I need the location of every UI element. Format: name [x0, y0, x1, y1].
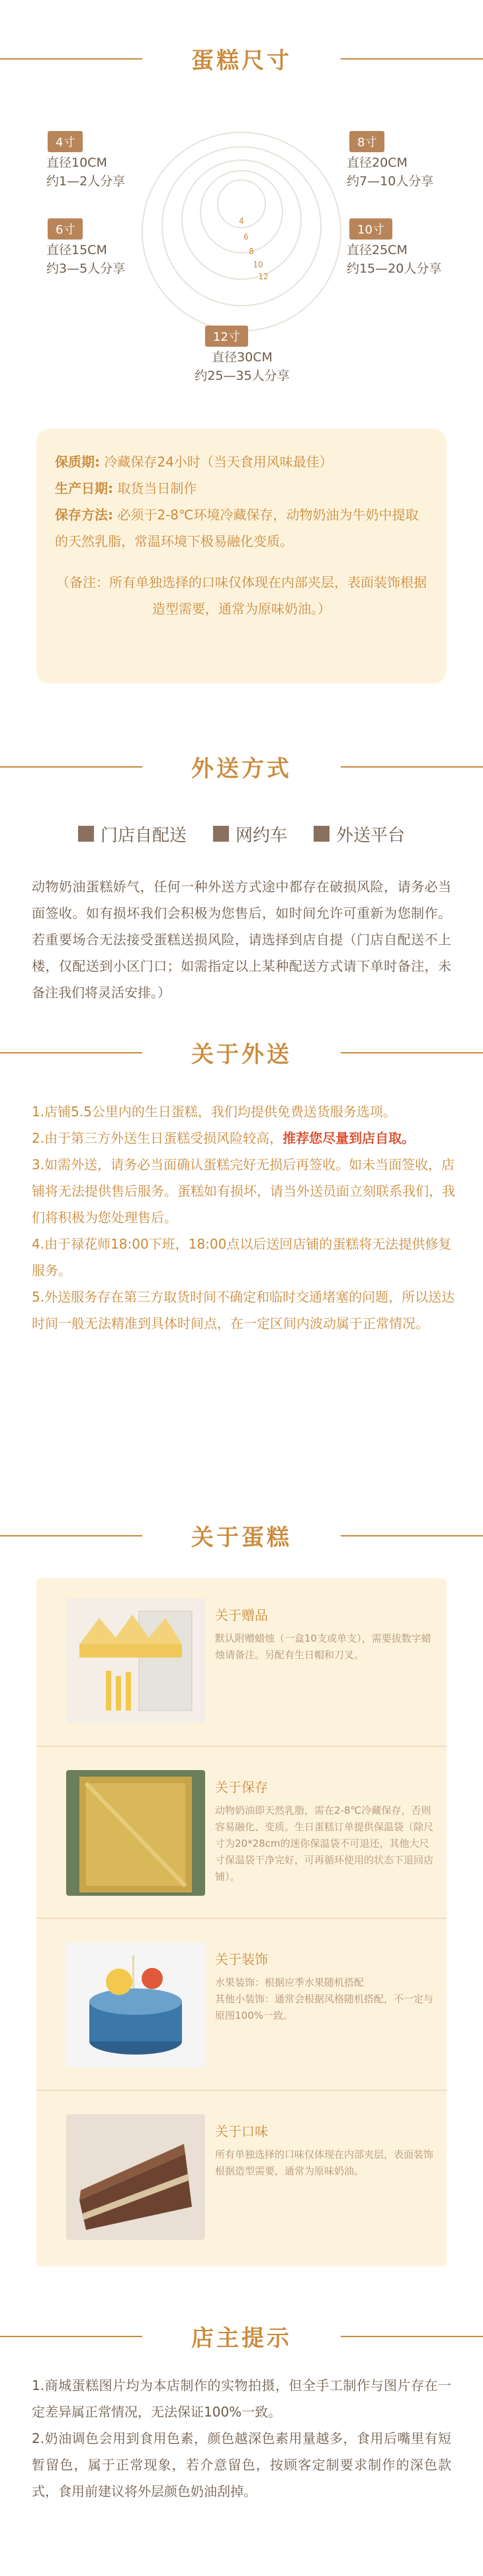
divider-left: [0, 1052, 142, 1053]
size-servings-4: 约1—2人分享: [46, 174, 126, 189]
owner-tips-title: 店主提示: [191, 2325, 292, 2352]
storage-value: 必须于2-8℃环境冷藏保存，动物奶油为牛奶中提取的天然乳脂，常温环境下极易融化变质。: [55, 507, 419, 549]
delivery-option-label: 外送平台: [336, 825, 406, 846]
owner-tip-2: 2.奶油调色会用到食用色素，颜色越深色素用量越多，食用后嘴里有短暂留色，属于正常现象，若介意留色，按顾客定制要求制作的深色款式，食用前建议将外层颜色奶油刮掉。: [32, 2430, 451, 2499]
size-section-header: [0, 38, 483, 78]
decoration-image: [66, 1942, 205, 2068]
size-section-title: 蛋糕尺寸: [191, 47, 292, 74]
size-diameter-12: 直径30CM: [212, 350, 273, 365]
ring-label-8: 8: [249, 247, 254, 256]
delivery-option-label: 门店自配送: [100, 825, 187, 846]
ring-label-4: 4: [239, 216, 244, 226]
cake-row-storage: [36, 1750, 447, 1919]
item-highlight: 推荐您尽量到店自取。: [283, 1130, 416, 1146]
delivery-section-title: 外送方式: [191, 755, 292, 782]
about-delivery-list: [32, 1098, 455, 1337]
gifts-image: [66, 1598, 205, 1724]
divider-right: [341, 766, 483, 768]
storage-text: [215, 1777, 433, 1885]
ring-6: [200, 171, 283, 253]
about-cake-box: [36, 1578, 447, 2266]
decoration-body: 水果装饰：根据应季水果随机搭配 其他小装饰：通常会根据风格随机搭配，不一定与原图100%一致。: [215, 1976, 434, 2021]
size-tag-12: 12寸: [205, 326, 248, 347]
decorated-cake-icon: [66, 1942, 205, 2068]
divider-right: [341, 2336, 483, 2337]
production-date-label: 生产日期:: [55, 480, 113, 496]
storage-row: [55, 502, 428, 555]
divider-right: [341, 1535, 483, 1536]
decoration-title: 关于装饰: [215, 1951, 268, 1967]
divider-right: [341, 1052, 483, 1053]
shelf-life-row: [55, 449, 428, 475]
about-delivery-title: 关于外送: [191, 1041, 292, 1068]
size-servings-10: 约15—20人分享: [347, 261, 442, 276]
about-delivery-item-1: [32, 1098, 455, 1125]
delivery-options: [0, 821, 483, 847]
size-info-4: [46, 154, 125, 191]
production-date-row: [55, 475, 428, 502]
about-delivery-header: [0, 1032, 483, 1072]
divider-left: [0, 2336, 142, 2337]
cake-slice-icon: [66, 2114, 205, 2240]
product-info-box: [36, 429, 447, 684]
delivery-option-label: 网约车: [235, 825, 287, 846]
flavor-title: 关于口味: [215, 2123, 268, 2139]
flavor-body: 所有单独选择的口味仅体现在内部夹层，表面装饰根据造型需要，通常为原味奶油。: [215, 2149, 434, 2177]
shelf-life-label: 保质期:: [55, 454, 100, 470]
ring-label-6: 6: [243, 232, 249, 242]
delivery-option-store: [78, 822, 187, 846]
gifts-text: [215, 1605, 433, 1664]
about-delivery-item-4: [32, 1231, 455, 1284]
about-delivery-item-5: [32, 1284, 455, 1337]
size-tag-4: 4寸: [48, 131, 83, 152]
size-servings-8: 约7—10人分享: [347, 174, 434, 189]
gifts-body: 默认附赠蜡烛（一盒10支或单支），需要拔数字蜡烛请备注。另配有生日帽和刀叉。: [215, 1632, 431, 1661]
delivery-section-header: [0, 746, 483, 786]
ring-label-10: 10: [253, 260, 263, 269]
delivery-description: 动物奶油蛋糕娇气，任何一种外送方式途中都存在破损风险，请务必当面签收。如有损坏我们会积极为您售后，如时间允许可重新为您制作。若重要场合无法接受蛋糕送损风险，请选择到店自提（门店自配送不上楼，仅配送到小区门口；如需指定以上某种配送方式请下单时备注，未备注我们将灵活安排。）: [32, 879, 451, 1000]
about-delivery-item-2: [32, 1125, 455, 1151]
delivery-option-platform: [314, 822, 405, 846]
square-bullet-icon: [314, 826, 329, 842]
storage-label: 保存方法:: [55, 507, 113, 523]
flavor-note: （备注：所有单独选择的口味仅体现在内部夹层，表面装饰根据造型需要，通常为原味奶油。）: [56, 574, 427, 617]
flavor-image: [66, 2114, 205, 2240]
size-diameter-8: 直径20CM: [347, 155, 408, 170]
about-cake-header: [0, 1515, 483, 1555]
item-text: 4.由于禄花师18:00下班，18:00点以后送回店铺的蛋糕将无法提供修复服务。: [32, 1236, 452, 1278]
size-tag-10: 10寸: [349, 218, 392, 240]
production-date-value: 取货当日制作: [117, 480, 197, 496]
size-diameter-10: 直径25CM: [347, 243, 408, 257]
size-info-6: [46, 241, 125, 278]
ring-label-12: 12: [258, 272, 269, 281]
square-bullet-icon: [213, 826, 229, 842]
square-bullet-icon: [78, 826, 94, 842]
shelf-life-value: 冷藏保存24小时（当天食用风味最佳）: [104, 454, 333, 470]
size-diagram: [0, 106, 483, 410]
owner-tips-text: [32, 2372, 451, 2505]
size-info-10: [347, 241, 441, 278]
cake-row-gifts: [36, 1578, 447, 1747]
item-text: 3.如需外送，请务必当面确认蛋糕完好无损后再签收。如未当面签收，店铺将无法提供售后服务。蛋糕如有损坏，请当外送员面立刻联系我们，我们将积极为您处理售后。: [32, 1157, 455, 1225]
size-servings-12: 约25—35人分享: [195, 369, 290, 383]
about-delivery-item-3: [32, 1151, 455, 1231]
size-diameter-4: 直径10CM: [46, 155, 107, 170]
ring-12: [142, 132, 341, 331]
storage-body: 动物奶油即天然乳脂，需在2-8℃冷藏保存，否则容易融化、变质。生日蛋糕订单提供保温袋（除尺寸为20*28cm的迷你保温袋不可退还，其他大尺寸保温袋干净完好，可再循环使用的状态下退回店铺）。: [215, 1804, 434, 1883]
storage-image: [66, 1770, 205, 1896]
flavor-text: [215, 2121, 433, 2180]
divider-left: [0, 766, 142, 768]
crown-candles-icon: [66, 1598, 205, 1724]
gifts-title: 关于赠品: [215, 1607, 268, 1623]
size-tag-8: 8寸: [349, 131, 384, 152]
divider-left: [0, 58, 142, 60]
size-info-12: [183, 348, 302, 385]
item-text: 5.外送服务存在第三方取货时间不确定和临时交通堵塞的问题，所以送达时间一般无法精准到具体时间点，在一定区间内波动属于正常情况。: [32, 1289, 455, 1331]
owner-tips-header: [0, 2316, 483, 2356]
insulated-bag-icon: [66, 1770, 205, 1896]
about-cake-title: 关于蛋糕: [191, 1524, 292, 1551]
size-info-8: [347, 154, 433, 191]
decoration-text: [215, 1949, 433, 2024]
item-text: 2.由于第三方外送生日蛋糕受损风险较高，: [32, 1130, 283, 1146]
divider-right: [341, 58, 483, 60]
size-diameter-6: 直径15CM: [46, 243, 107, 257]
storage-title: 关于保存: [215, 1779, 268, 1795]
cake-row-flavor: [36, 2094, 447, 2263]
cake-row-decoration: [36, 1922, 447, 2091]
delivery-option-ridehail: [213, 822, 287, 846]
divider-left: [0, 1535, 142, 1536]
size-tag-6: 6寸: [48, 218, 83, 240]
owner-tip-1: 1.商城蛋糕图片均为本店制作的实物拍摄，但全手工制作与图片存在一定差异属正常情况，无法保证100%一致。: [32, 2377, 451, 2420]
item-text: 1.店铺5.5公里内的生日蛋糕，我们均提供免费送货服务选项。: [32, 1104, 396, 1120]
size-servings-6: 约3—5人分享: [46, 261, 126, 276]
